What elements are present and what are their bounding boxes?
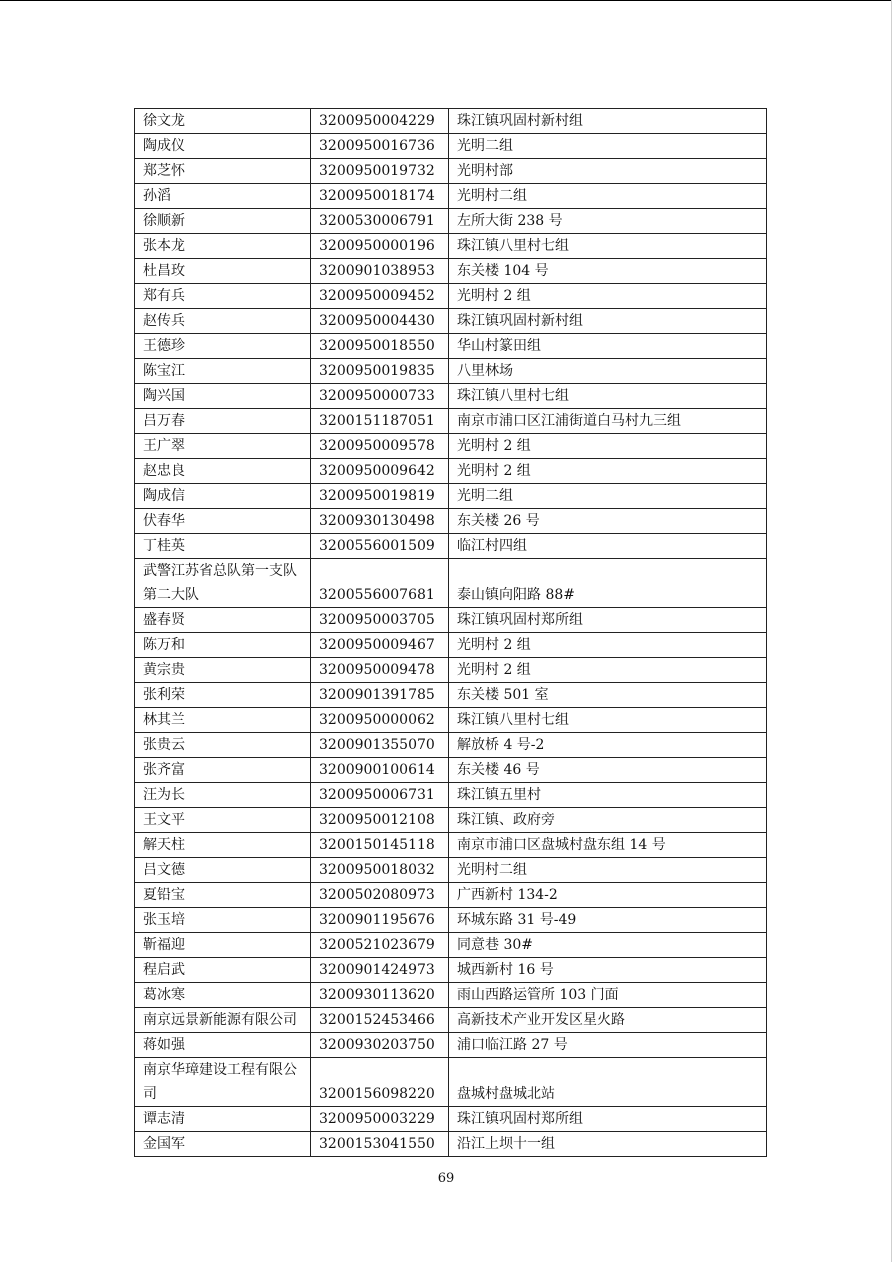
name-cell: 郑芝怀 xyxy=(135,159,311,184)
table-row xyxy=(135,559,767,608)
address-cell: 左所大街 238 号 xyxy=(449,209,767,234)
code-cell: 3200901195676 xyxy=(311,908,449,933)
table-row xyxy=(135,808,767,833)
table-row xyxy=(135,883,767,908)
address-cell: 珠江镇五里村 xyxy=(449,783,767,808)
code-cell: 3200900100614 xyxy=(311,758,449,783)
table-row xyxy=(135,758,767,783)
address-cell: 光明村二组 xyxy=(449,858,767,883)
name-cell: 张本龙 xyxy=(135,234,311,259)
code-cell: 3200950000196 xyxy=(311,234,449,259)
name-cell: 吕万春 xyxy=(135,409,311,434)
table-row xyxy=(135,509,767,534)
code-cell: 3200556007681 xyxy=(311,559,449,608)
code-cell: 3200950009467 xyxy=(311,633,449,658)
address-cell: 同意巷 30# xyxy=(449,933,767,958)
code-cell: 3200901038953 xyxy=(311,259,449,284)
code-cell: 3200950018174 xyxy=(311,184,449,209)
address-cell: 环城东路 31 号-49 xyxy=(449,908,767,933)
code-cell: 3200150145118 xyxy=(311,833,449,858)
name-cell: 赵忠良 xyxy=(135,459,311,484)
table-row xyxy=(135,359,767,384)
table-row xyxy=(135,833,767,858)
code-cell: 3200950003229 xyxy=(311,1107,449,1132)
code-cell: 3200950006731 xyxy=(311,783,449,808)
name-cell: 陈万和 xyxy=(135,633,311,658)
table-row xyxy=(135,1033,767,1058)
table-row xyxy=(135,459,767,484)
address-cell: 东关楼 26 号 xyxy=(449,509,767,534)
name-cell: 南京远景新能源有限公司 xyxy=(135,1008,311,1033)
records-body xyxy=(135,109,767,1157)
table-row xyxy=(135,334,767,359)
name-cell: 金国军 xyxy=(135,1132,311,1157)
code-cell: 3200153041550 xyxy=(311,1132,449,1157)
name-cell: 林其兰 xyxy=(135,708,311,733)
name-cell: 王广翠 xyxy=(135,434,311,459)
table-row xyxy=(135,1058,767,1107)
address-cell: 浦口临江路 27 号 xyxy=(449,1033,767,1058)
name-cell: 张玉培 xyxy=(135,908,311,933)
address-cell: 南京市浦口区江浦街道白马村九三组 xyxy=(449,409,767,434)
name-cell: 徐顺新 xyxy=(135,209,311,234)
name-cell: 陶兴国 xyxy=(135,384,311,409)
table-row xyxy=(135,534,767,559)
name-cell: 徐文龙 xyxy=(135,109,311,134)
name-cell: 谭志清 xyxy=(135,1107,311,1132)
table-row xyxy=(135,409,767,434)
name-cell: 丁桂英 xyxy=(135,534,311,559)
table-row xyxy=(135,858,767,883)
code-cell: 3200950004229 xyxy=(311,109,449,134)
address-cell: 雨山西路运管所 103 门面 xyxy=(449,983,767,1008)
address-cell: 光明村 2 组 xyxy=(449,459,767,484)
table-row xyxy=(135,109,767,134)
code-cell: 3200152453466 xyxy=(311,1008,449,1033)
code-cell: 3200950018032 xyxy=(311,858,449,883)
code-cell: 3200901355070 xyxy=(311,733,449,758)
code-cell: 3200950009478 xyxy=(311,658,449,683)
code-cell: 3200521023679 xyxy=(311,933,449,958)
code-cell: 3200530006791 xyxy=(311,209,449,234)
name-cell: 赵传兵 xyxy=(135,309,311,334)
address-cell: 东关楼 501 室 xyxy=(449,683,767,708)
name-cell: 蒋如强 xyxy=(135,1033,311,1058)
address-cell: 光明二组 xyxy=(449,484,767,509)
table-row xyxy=(135,209,767,234)
table-row xyxy=(135,309,767,334)
address-cell: 光明二组 xyxy=(449,134,767,159)
table-row xyxy=(135,658,767,683)
address-cell: 泰山镇向阳路 88# xyxy=(449,559,767,608)
address-cell: 华山村篆田组 xyxy=(449,334,767,359)
name-cell: 杜昌玫 xyxy=(135,259,311,284)
code-cell: 3200950003705 xyxy=(311,608,449,633)
code-cell: 3200950000733 xyxy=(311,384,449,409)
name-cell: 陈宝江 xyxy=(135,359,311,384)
page-number: 69 xyxy=(437,1171,455,1186)
name-cell: 郑有兵 xyxy=(135,284,311,309)
name-cell: 孙滔 xyxy=(135,184,311,209)
table-row xyxy=(135,284,767,309)
table-row xyxy=(135,633,767,658)
table-row xyxy=(135,908,767,933)
address-cell: 珠江镇八里村七组 xyxy=(449,234,767,259)
address-cell: 珠江镇巩固村新村组 xyxy=(449,109,767,134)
name-cell: 武警江苏省总队第一支队第二大队 xyxy=(135,559,311,608)
table-row xyxy=(135,783,767,808)
code-cell: 3200950009452 xyxy=(311,284,449,309)
table-row xyxy=(135,958,767,983)
address-cell: 八里林场 xyxy=(449,359,767,384)
address-cell: 珠江镇巩固村郑所组 xyxy=(449,608,767,633)
table-row xyxy=(135,933,767,958)
address-cell: 珠江镇八里村七组 xyxy=(449,708,767,733)
table-row xyxy=(135,384,767,409)
address-cell: 盘城村盘城北站 xyxy=(449,1058,767,1107)
table-row xyxy=(135,184,767,209)
name-cell: 张利荣 xyxy=(135,683,311,708)
name-cell: 张贵云 xyxy=(135,733,311,758)
name-cell: 程启武 xyxy=(135,958,311,983)
code-cell: 3200950019835 xyxy=(311,359,449,384)
code-cell: 3200950019819 xyxy=(311,484,449,509)
name-cell: 南京华璋建设工程有限公司 xyxy=(135,1058,311,1107)
table-row xyxy=(135,683,767,708)
address-cell: 城西新村 16 号 xyxy=(449,958,767,983)
address-cell: 光明村 2 组 xyxy=(449,434,767,459)
name-cell: 陶成信 xyxy=(135,484,311,509)
table-row xyxy=(135,608,767,633)
address-cell: 光明村部 xyxy=(449,159,767,184)
top-rule xyxy=(0,0,892,1)
table-row xyxy=(135,983,767,1008)
table-row xyxy=(135,159,767,184)
code-cell: 3200950009642 xyxy=(311,459,449,484)
code-cell: 3200950004430 xyxy=(311,309,449,334)
address-cell: 东关楼 46 号 xyxy=(449,758,767,783)
table-row xyxy=(135,484,767,509)
code-cell: 3200950019732 xyxy=(311,159,449,184)
name-cell: 盛春贤 xyxy=(135,608,311,633)
table-row xyxy=(135,1107,767,1132)
address-cell: 广西新村 134-2 xyxy=(449,883,767,908)
name-cell: 黄宗贵 xyxy=(135,658,311,683)
name-cell: 王德珍 xyxy=(135,334,311,359)
name-cell: 张齐富 xyxy=(135,758,311,783)
table-row xyxy=(135,259,767,284)
name-cell: 陶成仪 xyxy=(135,134,311,159)
address-cell: 光明村 2 组 xyxy=(449,284,767,309)
name-cell: 解天柱 xyxy=(135,833,311,858)
address-cell: 东关楼 104 号 xyxy=(449,259,767,284)
code-cell: 3200950018550 xyxy=(311,334,449,359)
table-row xyxy=(135,733,767,758)
code-cell: 3200950009578 xyxy=(311,434,449,459)
code-cell: 3200930203750 xyxy=(311,1033,449,1058)
address-cell: 解放桥 4 号-2 xyxy=(449,733,767,758)
name-cell: 吕文德 xyxy=(135,858,311,883)
code-cell: 3200502080973 xyxy=(311,883,449,908)
address-cell: 光明村二组 xyxy=(449,184,767,209)
address-cell: 珠江镇、政府旁 xyxy=(449,808,767,833)
table-row xyxy=(135,234,767,259)
address-cell: 高新技术产业开发区星火路 xyxy=(449,1008,767,1033)
code-cell: 3200151187051 xyxy=(311,409,449,434)
name-cell: 汪为长 xyxy=(135,783,311,808)
records-table xyxy=(134,108,767,1157)
name-cell: 夏铅宝 xyxy=(135,883,311,908)
code-cell: 3200556001509 xyxy=(311,534,449,559)
table-row xyxy=(135,1008,767,1033)
table-row xyxy=(135,434,767,459)
table-row xyxy=(135,708,767,733)
address-cell: 南京市浦口区盘城村盘东组 14 号 xyxy=(449,833,767,858)
code-cell: 3200930113620 xyxy=(311,983,449,1008)
address-cell: 光明村 2 组 xyxy=(449,633,767,658)
name-cell: 王文平 xyxy=(135,808,311,833)
address-cell: 沿江上坝十一组 xyxy=(449,1132,767,1157)
code-cell: 3200950000062 xyxy=(311,708,449,733)
code-cell: 3200950012108 xyxy=(311,808,449,833)
name-cell: 伏春华 xyxy=(135,509,311,534)
code-cell: 3200901391785 xyxy=(311,683,449,708)
code-cell: 3200901424973 xyxy=(311,958,449,983)
code-cell: 3200156098220 xyxy=(311,1058,449,1107)
code-cell: 3200950016736 xyxy=(311,134,449,159)
address-cell: 珠江镇巩固村郑所组 xyxy=(449,1107,767,1132)
name-cell: 葛冰寒 xyxy=(135,983,311,1008)
address-cell: 光明村 2 组 xyxy=(449,658,767,683)
name-cell: 靳福迎 xyxy=(135,933,311,958)
code-cell: 3200930130498 xyxy=(311,509,449,534)
address-cell: 珠江镇八里村七组 xyxy=(449,384,767,409)
table-row xyxy=(135,1132,767,1157)
address-cell: 临江村四组 xyxy=(449,534,767,559)
address-cell: 珠江镇巩固村新村组 xyxy=(449,309,767,334)
table-row xyxy=(135,134,767,159)
